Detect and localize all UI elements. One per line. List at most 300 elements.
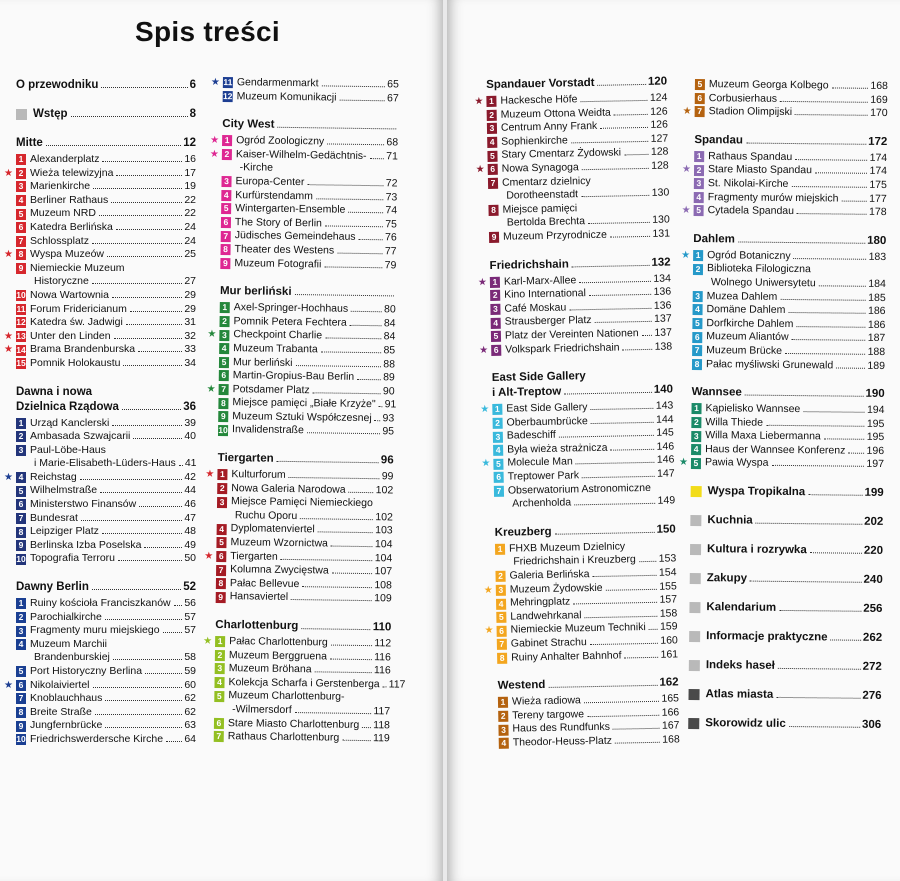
dot-leader [95,714,182,715]
dot-leader [623,348,653,350]
entry-title: Haus der Wannsee Konferenz [705,443,846,457]
toc-entry[interactable] [16,552,196,566]
section-heading[interactable] [691,484,884,501]
section-heading[interactable] [690,542,883,559]
entry-page-number: 117 [388,678,406,691]
toc-entry[interactable] [16,733,196,747]
toc-entry[interactable] [220,257,396,273]
entry-title: Fragmenty murów miejskich [707,190,839,205]
section-marker-square [16,109,27,120]
toc-entry[interactable] [16,316,196,330]
dot-leader [350,325,382,326]
toc-entry[interactable] [16,303,196,317]
entry-number-badge: 3 [487,123,497,134]
entry-number-badge: 8 [218,398,228,409]
section-heading[interactable] [16,580,196,595]
toc-entry[interactable] [16,512,196,526]
section-title: East Side Gallery [491,370,586,385]
dot-leader [313,392,381,394]
entry-title: Wyspa Muzeów [30,248,105,261]
entry-page-number: 73 [385,190,398,204]
entry-number-badge: 8 [16,249,26,260]
entry-title: Muzeum Berggruena [228,648,328,663]
star-icon: ★ [483,584,493,596]
entry-number-badge: 2 [487,110,497,121]
toc-entry[interactable] [678,456,885,472]
entry-page-number: 184 [868,277,886,290]
entry-title: Sophienkirche [501,134,568,148]
toc-entry[interactable] [16,235,196,249]
section-title: Informacje praktyczne [706,630,828,644]
entry-page-number: 84 [383,316,396,330]
entry-page-number: 157 [659,593,678,606]
entry-page-number: 29 [184,302,196,315]
star-icon: ★ [210,76,220,88]
star-icon: ★ [4,344,13,356]
toc-entry[interactable] [16,719,196,733]
section-title: Kreuzberg [494,525,552,539]
entry-page-number: 16 [184,153,196,165]
star-icon: ★ [4,249,13,261]
entry-title: Willa Thiede [705,415,764,429]
toc-entry[interactable] [16,597,196,611]
entry-title: Europa-Center [235,175,305,189]
entry-page-number: 170 [870,107,888,120]
entry-title: FHXB Muzeum Dzielnicy [508,540,626,555]
entry-number-badge: 2 [498,711,508,722]
toc-entry[interactable] [16,153,196,167]
dot-leader [315,672,372,674]
entry-number-badge: 8 [16,707,26,718]
entry-number-badge: 5 [16,666,26,677]
entry-page-number: 17 [184,166,196,179]
toc-entry[interactable] [16,638,196,652]
toc-entry[interactable] [4,166,196,181]
entry-page-number: 22 [184,193,196,206]
toc-entry[interactable] [214,730,390,746]
toc-section [477,255,673,357]
toc-entry[interactable] [16,289,196,303]
entry-page-number: 185 [868,291,886,304]
entry-number-badge: 6 [16,680,26,691]
dot-leader [302,586,372,588]
toc-entry[interactable] [16,484,196,498]
entry-page-number: 60 [184,678,196,691]
dot-leader [379,406,383,407]
entry-title: Stare Miasto Charlottenburg [227,716,360,731]
section-heading[interactable] [16,136,196,151]
entry-number-badge: 2 [16,431,26,442]
toc-entry[interactable] [16,525,196,539]
section-heading[interactable] [688,716,881,733]
entry-page-number: 88 [383,357,396,370]
toc-entry-continuation[interactable] [16,275,196,289]
entry-page-number: 112 [374,637,392,650]
dot-leader [295,712,372,714]
entry-number-badge: 6 [216,551,226,562]
toc-section [682,78,888,121]
section-heading[interactable] [690,513,883,530]
section-page-number: 96 [380,454,394,467]
entry-title: Wilhelmstraße [30,484,98,497]
toc-entry[interactable] [16,262,196,276]
entry-title: Stadion Olimpijski [708,105,793,119]
entry-number-badge: 8 [692,359,702,370]
dot-leader [572,264,650,266]
toc-entry[interactable] [218,423,394,439]
section-heading[interactable] [689,658,882,675]
dot-leader [598,84,646,86]
dot-leader [126,324,183,325]
entry-number-badge: 9 [16,263,26,274]
entry-title: Fragmenty muru miejskiego [30,624,160,637]
section-heading[interactable] [693,232,886,249]
entry-page-number: 71 [386,150,398,163]
dot-leader [610,236,651,238]
entry-page-number: 195 [866,417,885,430]
entry-number-badge: 1 [694,151,704,162]
section-heading[interactable] [16,385,196,400]
dot-leader [316,198,384,200]
entry-page-number: 187 [867,332,886,345]
dot-leader [362,727,371,728]
entry-number-badge: 7 [488,178,498,189]
entry-page-number: 99 [381,470,394,483]
entry-number-badge: 3 [693,291,703,302]
dot-leader [122,409,181,410]
entry-title: Muzeum Charlottenburg- [228,689,345,704]
entry-title: Jungfernbrücke [30,719,103,732]
dot-leader [92,589,181,590]
entry-title: -Kirche [239,161,274,175]
entry-page-number: 159 [659,620,678,634]
dot-leader [595,321,653,323]
toc-entry[interactable] [16,498,196,512]
entry-title: Reichstag [30,470,77,483]
dot-leader [606,588,658,590]
dot-leader [359,239,383,240]
entry-number-badge: 12 [222,90,233,102]
entry-title: Domäne Dahlem [706,303,786,317]
toc-entry[interactable] [16,221,196,235]
toc-entry[interactable] [216,590,392,606]
entry-number-badge: 4 [16,472,26,483]
section-heading[interactable] [694,133,887,150]
toc-entry-continuation[interactable] [16,651,196,665]
entry-number-badge: 4 [493,445,503,456]
dot-leader [105,619,183,620]
entry-number-badge: 1 [490,277,500,288]
entry-title: Pałac Bellevue [229,576,300,590]
toc-section [681,232,887,373]
dot-leader [745,395,864,397]
dot-leader [548,685,657,688]
toc-entry[interactable] [16,624,196,638]
dot-leader [803,411,865,413]
toc-entry[interactable] [16,430,196,444]
entry-page-number: 68 [386,136,399,149]
entry-title: Urząd Kanclerski [30,416,110,429]
dot-leader [797,213,867,215]
entry-page-number: 67 [386,91,399,105]
star-icon: ★ [204,550,214,562]
toc-entry[interactable] [16,611,196,625]
dot-leader [589,294,652,296]
entry-page-number: 149 [657,494,676,508]
entry-number-badge: 7 [497,639,507,650]
entry-number-badge: 5 [487,150,497,161]
entry-page-number: 29 [184,288,196,301]
entry-title: Gendarmenmarkt [236,76,319,90]
entry-title: The Story of Berlin [234,215,322,230]
entry-number-badge: 4 [693,304,703,315]
entry-number-badge: 1 [693,250,703,261]
entry-title: Nowa Wartownia [30,288,109,301]
dot-leader [831,640,861,641]
toc-entry[interactable] [4,248,196,262]
toc-entry[interactable] [16,180,196,194]
toc-entry[interactable] [499,733,680,750]
entry-number-badge: 3 [16,445,26,456]
entry-number-badge: 7 [219,384,229,395]
toc-entry-continuation[interactable] [16,457,196,471]
entry-title: Molecule Man [507,455,573,470]
section-heading[interactable] [222,117,398,134]
entry-title: Axel-Springer-Hochhaus [233,301,349,315]
entry-title: Muzeum Georga Kolbego [708,78,829,92]
entry-title: Nowa Galeria Narodowa [231,481,346,496]
section-heading[interactable] [16,107,196,122]
dot-leader [114,338,183,339]
star-icon: ★ [682,106,692,118]
entry-page-number: 183 [868,250,887,263]
section-page-number: 172 [868,135,888,148]
dot-leader [357,379,381,380]
dot-leader [810,552,862,554]
section-heading[interactable] [689,600,882,617]
entry-page-number: 136 [653,285,672,298]
entry-number-badge: 6 [219,370,229,381]
dot-leader [581,195,650,197]
toc-section [690,542,883,559]
toc-entry[interactable] [4,678,196,693]
entry-title: Kino International [504,287,587,301]
toc-section [678,385,885,472]
entry-number-badge: 6 [491,345,501,356]
entry-number-badge: 5 [219,357,229,368]
entry-page-number: 40 [184,430,196,443]
section-heading[interactable] [220,284,396,301]
entry-page-number: 154 [658,566,677,579]
toc-entry[interactable] [16,539,196,553]
entry-title: Karl-Marx-Allee [503,273,577,288]
dot-leader [611,449,655,451]
toc-entry[interactable] [16,194,196,208]
toc-entry[interactable] [4,329,196,344]
dot-leader [307,184,383,186]
toc-entry[interactable] [4,470,196,485]
dot-leader [776,697,860,699]
section-heading-line2[interactable] [16,400,196,415]
entry-page-number: 24 [184,220,196,233]
toc-entry[interactable] [16,207,196,221]
section-title: Indeks haseł [705,659,775,672]
dot-leader [808,494,862,496]
dot-leader [138,351,182,352]
entry-number-badge: 5 [16,486,26,497]
entry-page-number: 62 [184,705,196,718]
section-heading[interactable] [215,618,391,635]
dot-leader [796,326,866,328]
section-heading[interactable] [16,78,196,93]
section-heading[interactable] [688,687,881,704]
entry-page-number: 126 [650,105,668,118]
section-heading[interactable] [690,571,883,588]
toc-entry-continuation[interactable] [494,495,675,512]
dot-leader [836,367,865,368]
toc-entry[interactable] [4,343,196,357]
entry-title: Ambasada Szwajcarii [30,430,131,443]
toc-entry[interactable] [692,357,885,373]
toc-entry[interactable] [223,90,399,106]
entry-number-badge: 1 [16,598,26,609]
entry-number-badge: 2 [16,612,26,623]
entry-number-badge: 6 [488,164,498,175]
dot-leader [795,114,868,116]
entry-page-number: 146 [656,453,675,467]
entry-number-badge: 2 [490,290,500,301]
entry-page-number: 195 [866,431,885,444]
entry-title: Kolumna Zwycięstwa [230,563,329,577]
entry-title: Friedrichshain i Kreuzberg [513,553,636,569]
entry-number-badge: 4 [16,195,26,206]
toc-entry[interactable] [16,706,196,720]
entry-title: Volkspark Friedrichshain [505,340,620,356]
dot-leader [116,175,182,176]
section-title: Spandauer Vorstadt [486,76,595,91]
entry-number-badge: 1 [217,469,227,480]
toc-section [689,600,882,617]
dot-leader [111,202,182,203]
toc-entry[interactable] [16,692,196,706]
dot-leader [277,461,379,463]
entry-page-number: 168 [662,733,680,746]
toc-column-4 [678,78,888,747]
entry-page-number: 130 [651,186,670,199]
entry-page-number: 147 [656,467,675,480]
toc-entry[interactable] [497,648,678,665]
entry-number-badge: 12 [16,317,26,328]
entry-title: Muzeum Sztuki Współczesnej [232,410,372,424]
dot-leader [300,518,373,520]
entry-title: Muzeum NRD [30,207,96,220]
toc-entry[interactable] [16,665,196,679]
section-page-number: 190 [865,387,885,401]
dot-leader [582,168,649,170]
section-title: Charlottenburg [215,618,299,633]
dot-leader [324,266,382,268]
entry-title: Friedrichswerdersche Kirche [30,732,164,745]
toc-entry[interactable] [16,444,196,458]
dot-leader [277,127,396,130]
entry-title: Hansaviertel [229,590,289,604]
section-heading[interactable] [689,629,882,646]
dot-leader [349,491,374,492]
entry-title: Muzeum Przyrodnicze [502,228,608,243]
dot-leader [179,465,183,466]
entry-number-badge: 10 [16,290,26,301]
entry-title: Mehringplatz [509,595,571,609]
entry-title: Café Moskau [504,301,567,315]
star-icon: ★ [205,468,215,480]
entry-title: Muzeum Żydowskie [509,581,603,596]
entry-page-number: 65 [387,78,399,91]
star-icon: ★ [209,148,219,160]
entry-page-number: 158 [659,607,678,620]
dot-leader [331,645,373,647]
dot-leader [795,159,867,161]
dot-leader [93,687,183,688]
dot-leader [779,610,861,612]
toc-section [681,133,888,220]
entry-page-number: 19 [184,180,196,193]
entry-title: Stare Miasto Spandau [707,163,813,177]
toc-entry[interactable] [16,417,196,431]
entry-number-badge: 3 [16,626,26,637]
entry-number-badge: 2 [493,418,503,429]
section-title: Kuchnia [707,514,753,527]
entry-page-number: 128 [651,159,669,172]
toc-entry[interactable] [682,105,888,121]
toc-entry[interactable] [489,227,670,244]
star-icon: ★ [481,458,491,470]
section-heading[interactable] [692,385,885,402]
section-title: Tiergarten [217,452,274,465]
entry-title: Theater des Westens [234,243,335,257]
toc-entry[interactable] [681,204,887,220]
entry-page-number: 108 [374,578,392,592]
entry-page-number: 91 [384,398,397,411]
dot-leader [331,546,373,548]
section-title: Mitte [16,137,43,149]
entry-page-number: 145 [656,426,674,440]
entry-page-number: 46 [184,498,196,511]
entry-title: Bertolda Brechta [506,215,586,229]
section-marker-square [690,515,701,526]
entry-title: Nikolaiviertel [30,678,90,691]
entry-title: Topografia Terroru [30,552,116,565]
toc-section [690,571,883,588]
entry-number-badge: 3 [498,724,508,735]
toc-entry[interactable] [479,339,673,357]
entry-number-badge: 1 [495,544,505,555]
entry-number-badge: 8 [488,205,498,216]
entry-title: Miejsce pamięci [502,202,578,216]
toc-section [203,618,406,746]
section-page-number: 306 [861,718,882,732]
toc-entry[interactable] [16,357,196,371]
entry-number-badge: 8 [497,653,507,664]
toc-section [474,75,671,245]
star-icon: ★ [210,135,220,147]
section-heading[interactable] [218,451,394,468]
entry-title: Stary Cmentarz Żydowski [501,146,622,162]
toc-section [688,716,881,733]
toc-column-3 [474,75,680,765]
section-title: Zakupy [706,572,748,585]
entry-page-number: 25 [184,248,196,261]
entry-page-number: 167 [661,719,680,733]
